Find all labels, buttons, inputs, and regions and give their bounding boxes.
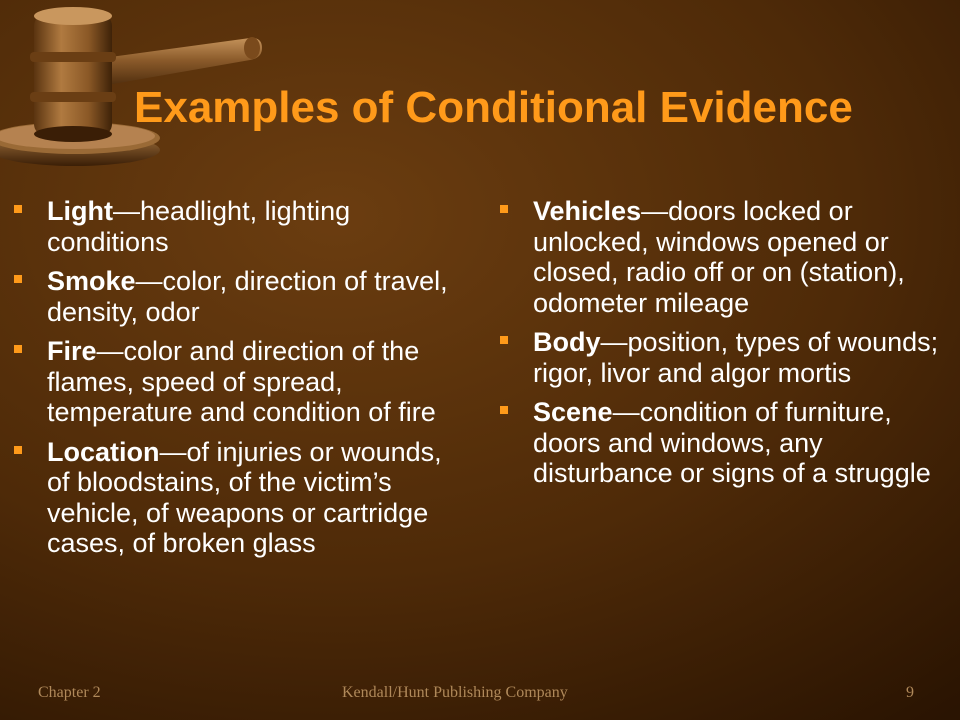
square-bullet-icon	[500, 205, 508, 213]
item-text	[47, 196, 464, 257]
item-text	[533, 327, 955, 388]
right-column	[500, 196, 955, 498]
footer-publisher: Kendall/Hunt Publishing Company	[342, 684, 568, 701]
item-text	[533, 196, 955, 318]
square-bullet-icon	[500, 406, 508, 414]
item-term: Vehicles	[533, 196, 642, 226]
item-term: Scene	[533, 397, 613, 427]
item-text	[47, 437, 464, 559]
list-item	[14, 196, 464, 257]
item-text	[47, 266, 464, 327]
left-column	[14, 196, 464, 568]
item-description: —headlight, lighting conditions	[47, 196, 351, 257]
footer-chapter: Chapter 2	[38, 684, 101, 701]
item-term: Fire	[47, 336, 97, 366]
item-term: Body	[533, 327, 601, 357]
list-item	[14, 437, 464, 559]
list-item	[500, 397, 955, 489]
square-bullet-icon	[500, 336, 508, 344]
slide-title: Examples of Conditional Evidence	[134, 83, 853, 132]
square-bullet-icon	[14, 446, 22, 454]
item-description: —position, types of wounds; rigor, livor and algor mortis	[533, 327, 939, 388]
list-item	[500, 196, 955, 318]
item-description: —doors locked or unlocked, windows opened or closed, radio off or on (station), odometer mileage	[533, 196, 905, 318]
item-term: Location	[47, 436, 160, 467]
list-item	[14, 266, 464, 327]
list-item	[14, 336, 464, 428]
item-description: —color and direction of the flames, speed of spread, temperature and condition of fire	[47, 336, 436, 427]
square-bullet-icon	[14, 205, 22, 213]
item-text	[533, 397, 955, 489]
item-description: —color, direction of travel, density, odor	[47, 266, 448, 327]
footer-page-number: 9	[906, 684, 914, 701]
item-term: Light	[47, 196, 113, 226]
item-term: Smoke	[47, 266, 136, 296]
square-bullet-icon	[14, 345, 22, 353]
item-description: —condition of furniture, doors and windows, any disturbance or signs of a struggle	[533, 397, 931, 488]
square-bullet-icon	[14, 275, 22, 283]
list-item	[500, 327, 955, 388]
item-text	[47, 336, 464, 428]
item-description: —of injuries or wounds, of bloodstains, of the victim’s vehicle, of weapons or cartridge cases, of broken glass	[47, 436, 442, 558]
